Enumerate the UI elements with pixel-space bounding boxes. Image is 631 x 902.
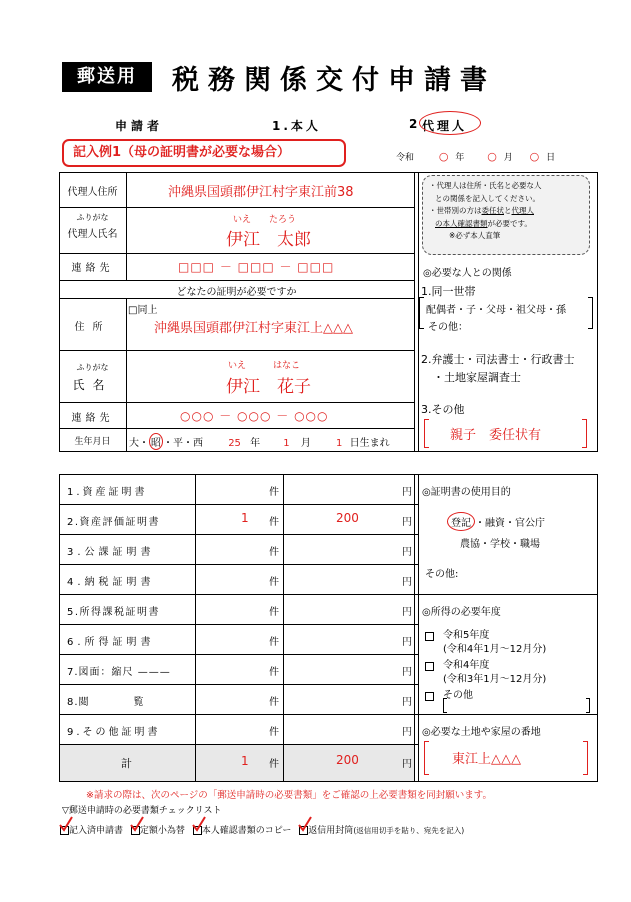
- cert-row: [59, 504, 414, 534]
- note-line3: [429, 205, 583, 218]
- dob-year-value: 25: [228, 438, 241, 449]
- checklist-item-1[interactable]: [60, 823, 123, 836]
- cert-unit: 件: [269, 667, 279, 678]
- land-bracket-right: [583, 741, 588, 775]
- cert-name: 4.納税証明書: [67, 577, 155, 588]
- note-line4b: が必要です。: [487, 218, 532, 228]
- checklist-item-label: 記入済申請書: [69, 826, 124, 836]
- applicant-option-agent-num: 2: [409, 117, 418, 131]
- note-line1: ・代理人は住所・氏名と必要な人: [429, 181, 542, 190]
- target-furigana-label: ふりがな: [76, 363, 109, 372]
- checklist-item-3[interactable]: [193, 823, 292, 836]
- check-mark-icon: [130, 816, 144, 832]
- note-line3b: 委任状: [481, 206, 504, 215]
- year-opt1-b: (令和4年1月～12月分): [443, 644, 547, 655]
- applicant-label: 申請者: [115, 119, 164, 133]
- checklist-title: ▽郵送申請時の必要書類チェックリスト: [62, 806, 222, 816]
- cert-name: 5.所得課税証明書: [67, 607, 161, 618]
- checklist-item-label: 定額小為替: [139, 826, 185, 836]
- year-opt1-checkbox[interactable]: [425, 632, 434, 641]
- mail-tag: 郵送用: [62, 62, 152, 92]
- total-count: 1: [241, 754, 249, 768]
- agent-address-value: 沖縄県国頭郡伊江村字東江前38: [168, 185, 354, 200]
- date-day-label: 日: [546, 153, 556, 163]
- note-box: [422, 175, 590, 255]
- cert-yen: 円: [402, 697, 412, 708]
- note-line2: との関係を記入してください。: [435, 193, 540, 203]
- note-line3a: ・世帯別の方は: [429, 206, 482, 215]
- cert-yen: 円: [402, 577, 412, 588]
- date-month-label: 月: [503, 153, 513, 163]
- check-mark-icon: [192, 816, 206, 832]
- total-row: [59, 744, 414, 782]
- era-options-post: ・平・西: [163, 438, 203, 449]
- cert-name: 3.公課証明書: [67, 547, 155, 558]
- date-month-mark: ○: [487, 150, 497, 163]
- year-opt2-a: 令和4年度: [443, 660, 490, 671]
- target-contact-value: ○○○ － ○○○ － ○○○: [180, 409, 329, 423]
- purpose-other: その他:: [425, 569, 459, 580]
- cert-row: [59, 714, 414, 744]
- cert-yen: 円: [402, 547, 412, 558]
- dob-month-unit: 月: [300, 438, 311, 449]
- total-unit: 件: [269, 759, 279, 770]
- era-selected[interactable]: 昭: [149, 433, 163, 450]
- cert-name: 8.閲 覧: [67, 697, 145, 708]
- cert-row: [59, 474, 414, 504]
- cert-yen: 円: [402, 517, 412, 528]
- dob-day-value: 1: [336, 438, 343, 449]
- agent-contact-value: □□□ － □□□ － □□□: [178, 260, 335, 274]
- year-opt3-bracket-left: [443, 698, 447, 713]
- note-line4: [429, 218, 583, 231]
- total-label: 計: [121, 757, 132, 770]
- cert-name: 7.図面：縮尺 ———: [67, 667, 171, 678]
- purpose-title: ◎証明書の使用目的: [422, 487, 511, 498]
- cert-name: 9.その他証明書: [67, 727, 161, 738]
- year-opt3: その他: [443, 690, 473, 701]
- date-day-mark: ○: [529, 150, 540, 163]
- cert-count: 1: [241, 511, 249, 525]
- relation-opt3-bracket-right: [582, 419, 587, 448]
- total-amount: 200: [336, 753, 359, 767]
- relation-opt2-line2: ・土地家屋調査士: [433, 371, 521, 384]
- purpose-selected[interactable]: 登記: [447, 512, 475, 531]
- dob-month-value: 1: [283, 438, 290, 449]
- agent-contact-label: 連絡先: [71, 263, 114, 274]
- cert-row: [59, 564, 414, 594]
- relation-opt1-items: 配偶者・子・父母・祖父母・孫: [426, 305, 566, 316]
- agent-name-value: 伊江 太郎: [226, 230, 311, 250]
- relation-opt1-other: その他：: [428, 322, 468, 333]
- note-line4a: の本人確認書類: [435, 218, 488, 228]
- checklist: [60, 823, 464, 836]
- relation-opt3-bracket-left: [424, 419, 429, 448]
- cert-yen: 円: [402, 487, 412, 498]
- target-contact-label: 連絡先: [71, 413, 114, 424]
- relation-opt1-bracket-left: [419, 297, 424, 329]
- dob-value: [129, 433, 390, 450]
- checklist-item-4-note: (返信用切手を貼り、宛先を記入): [353, 826, 465, 835]
- relation-title: ◎必要な人との関係: [423, 268, 512, 279]
- purpose-line1: [447, 512, 545, 531]
- target-name-value: 伊江 花子: [226, 377, 311, 397]
- footer-notice: ※請求の際は、次のページの「郵送申請時の必要書類」をご確認の上必要書類を同封願います。: [86, 790, 493, 801]
- cert-row: [59, 654, 414, 684]
- relation-opt2-line1: 2.弁護士・司法書士・行政書士: [421, 353, 575, 366]
- land-value: 東江上△△△: [452, 752, 521, 767]
- cert-unit: 件: [269, 637, 279, 648]
- cert-name: 1.資産証明書: [67, 487, 148, 498]
- target-address-label: 住所: [74, 322, 111, 333]
- era-options-pre: 大・: [129, 438, 149, 449]
- checklist-item-4[interactable]: [299, 823, 464, 836]
- land-bracket-left: [424, 741, 429, 775]
- cert-yen: 円: [402, 637, 412, 648]
- date-year-label: 年: [455, 153, 465, 163]
- relation-opt3-title: 3.その他: [421, 403, 465, 416]
- relation-opt3-value: 親子 委任状有: [450, 428, 542, 443]
- applicant-option-agent[interactable]: 代理人: [422, 119, 468, 133]
- dob-year-unit: 年: [250, 438, 261, 449]
- cert-yen: 円: [402, 727, 412, 738]
- cert-yen: 円: [402, 667, 412, 678]
- relation-opt1-bracket-right: [588, 297, 593, 329]
- cert-yen: 円: [402, 607, 412, 618]
- check-mark-icon: [298, 816, 312, 832]
- cert-unit: 件: [269, 607, 279, 618]
- check-mark-icon: [59, 816, 73, 832]
- checklist-item-label: 本人確認書類のコピー: [201, 826, 292, 836]
- cert-row: [59, 594, 414, 624]
- cert-row: [59, 624, 414, 654]
- target-address-value: 沖縄県国頭郡伊江村字東江上△△△: [154, 321, 353, 336]
- cert-unit: 件: [269, 517, 279, 528]
- agent-selected-circle: [419, 111, 481, 135]
- agent-address-label: 代理人住所: [67, 187, 118, 198]
- note-line3d: 代理人: [511, 206, 534, 215]
- purpose-line2: 農協・学校・職場: [460, 539, 540, 550]
- total-yen: 円: [402, 759, 412, 770]
- year-opt1-a: 令和5年度: [443, 630, 490, 641]
- cert-name: 6.所得証明書: [67, 637, 155, 648]
- land-title: ◎必要な土地や家屋の番地: [422, 727, 541, 738]
- cert-amount: 200: [336, 511, 359, 525]
- cert-unit: 件: [269, 727, 279, 738]
- cert-row: [59, 534, 414, 564]
- date-row: [396, 150, 555, 163]
- year-opt2-b: (令和3年1月～12月分): [443, 674, 547, 685]
- cert-unit: 件: [269, 577, 279, 588]
- cert-unit: 件: [269, 547, 279, 558]
- target-section-header: どなたの証明が必要ですか: [176, 287, 297, 298]
- target-name-label: 氏名: [72, 378, 113, 392]
- year-opt3-bracket-right: [586, 698, 590, 713]
- checklist-item-label: 返信用封筒: [308, 826, 354, 836]
- year-needed-title: ◎所得の必要年度: [422, 607, 501, 618]
- agent-name-label: 代理人氏名: [67, 229, 118, 240]
- note-line3c: と: [504, 206, 512, 215]
- date-year-mark: ○: [438, 150, 449, 163]
- cert-unit: 件: [269, 487, 279, 498]
- page-title: 税務関係交付申請書: [172, 65, 496, 96]
- year-opt2-checkbox[interactable]: [425, 662, 434, 671]
- agent-furigana-value: いえ たろう: [233, 215, 297, 225]
- same-as-above-checkbox[interactable]: □同上: [128, 305, 158, 316]
- agent-furigana-label: ふりがな: [76, 213, 109, 222]
- purpose-line1-rest: ・融資・官公庁: [475, 518, 545, 529]
- date-era: 令和: [396, 153, 415, 163]
- example-box: 記入例1（母の証明書が必要な場合）: [62, 139, 346, 167]
- applicant-option-self[interactable]: 1.本人: [272, 119, 321, 133]
- cert-row: [59, 684, 414, 714]
- year-opt3-checkbox[interactable]: [425, 692, 434, 701]
- dob-label: 生年月日: [74, 437, 111, 447]
- checklist-item-2[interactable]: [131, 823, 185, 836]
- dob-day-unit: 日生まれ: [349, 438, 390, 449]
- cert-name: 2.資産評価証明書: [67, 517, 161, 528]
- note-line5: ※必ず本人直筆: [449, 231, 501, 240]
- target-furigana-value: いえ はなこ: [228, 361, 301, 371]
- relation-opt1-title: 1.同一世帯: [421, 285, 476, 298]
- cert-unit: 件: [269, 697, 279, 708]
